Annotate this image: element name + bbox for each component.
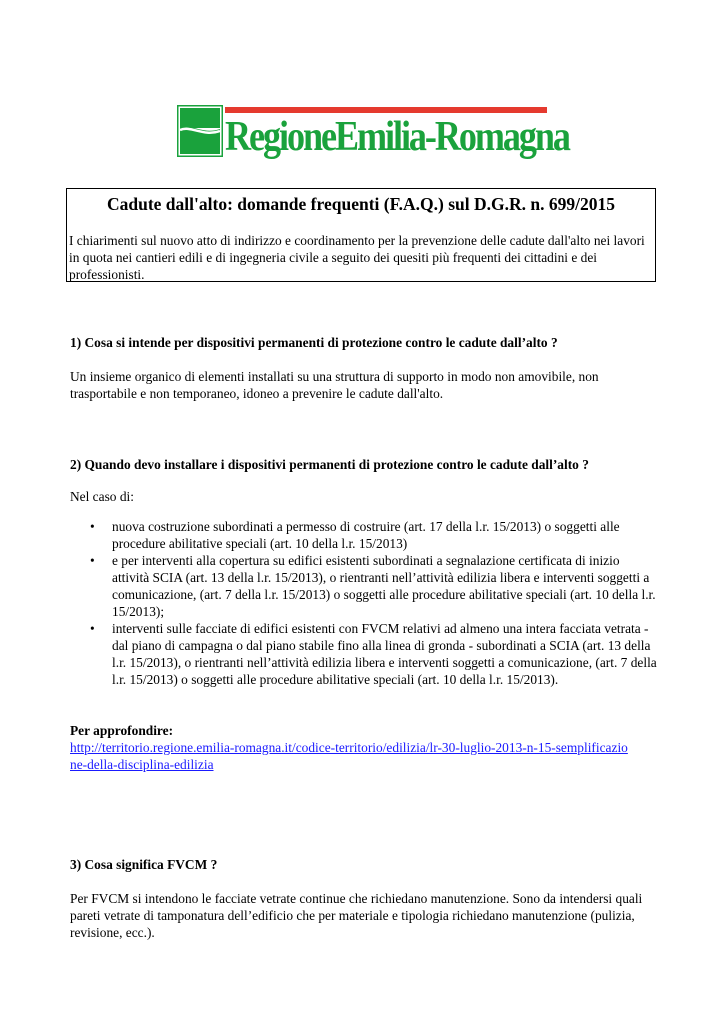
logo-wordmark: RegioneEmilia-Romagna — [225, 114, 569, 160]
title-box — [66, 188, 656, 282]
question-2: 2) Quando devo installare i dispositivi permanenti di protezione contro le cadute dall’alto ? — [70, 457, 589, 472]
answer-1: Un insieme organico di elementi installati su una struttura di supporto in modo non amovibile, non trasportabile e non temporaneo, idoneo a prevenire le cadute dall'alto. — [70, 369, 599, 401]
answer-2-lead: Nel caso di: — [70, 489, 134, 504]
bullet-list — [70, 518, 660, 688]
list-item: • e per interventi alla copertura su edifici esistenti subordinati a segnalazione certificata di inizio attività SCIA (art. 13 della l.r. 15/2013), o rientranti nell’attività edilizia libera e interventi soggetti a comunicazione, (art. 7 della l.r. 15/2013) o soggetti alle procedure abilitative speciali (art. 10 della l.r. 15/2013); — [70, 552, 660, 620]
region-emblem-icon — [177, 105, 223, 157]
question-3: 3) Cosa significa FVCM ? — [70, 857, 218, 872]
answer-3: Per FVCM si intendono le facciate vetrate continue che richiedano manutenzione. Sono da intendersi quali pareti vetrate di tamponatura dell’edificio che per materiale e tipologia richiedano manutenzione (pulizia, revisione, ecc.). — [70, 891, 643, 940]
question-1: 1) Cosa si intende per dispositivi permanenti di protezione contro le cadute dall’alto ? — [70, 335, 558, 350]
more-info-label: Per approfondire: — [70, 723, 174, 738]
regione-emilia-romagna-logo — [177, 105, 569, 161]
list-item: • nuova costruzione subordinati a permesso di costruire (art. 17 della l.r. 15/2013) o soggetti alle procedure abilitative speciali (art. 10 della l.r. 15/2013) — [70, 518, 660, 552]
intro-text: I chiarimenti sul nuovo atto di indirizzo e coordinamento per la prevenzione delle cadute dall'alto nei lavori in quota nei cantieri edili e di ingegneria civile a seguito dei quesiti più frequenti dei cittadini e dei professionisti. — [69, 233, 645, 282]
more-info-link[interactable]: http://territorio.regione.emilia-romagna.it/codice-territorio/edilizia/lr-30-luglio-2013-n-15-semplificazione-della-disciplina-edilizia — [70, 740, 628, 772]
page-title: Cadute dall'alto: domande frequenti (F.A.Q.) sul D.G.R. n. 699/2015 — [106, 194, 616, 214]
list-item: • interventi sulle facciate di edifici esistenti con FVCM relativi ad almeno una intera facciata vetrata - dal piano di campagna o dal piano stabile fino alla linea di gronda - subordinati a SCIA (art. 13 della l.r. 15/2013), o rientranti nell’attività edilizia libera e interventi soggetti a comunicazione, (art. 7 della l.r. 15/2013) o soggetti alle procedure abilitative speciali (art. 10 della l.r. 15/2013). — [70, 620, 660, 688]
